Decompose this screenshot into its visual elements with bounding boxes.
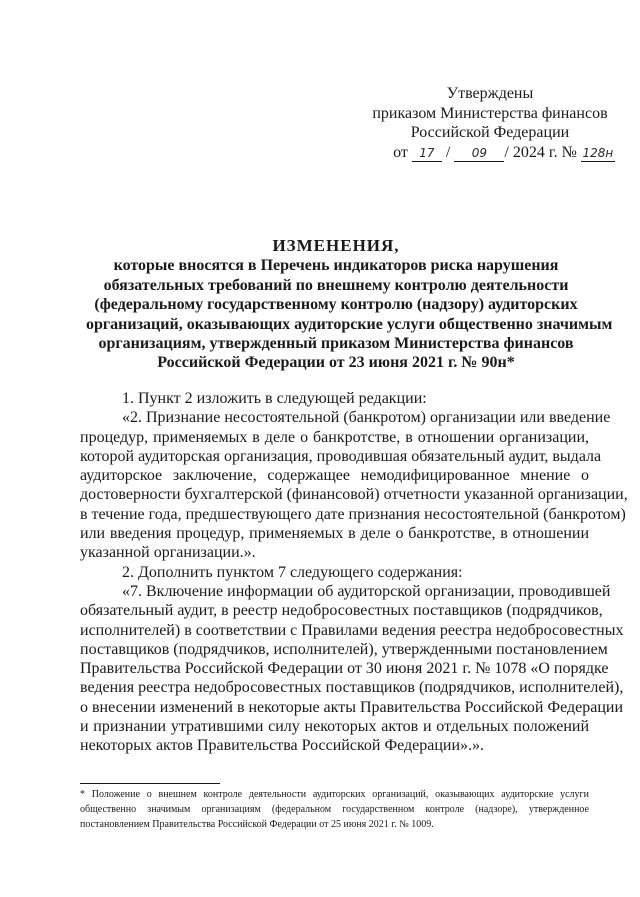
- item-2-text-line: в течение года, предшествующего дате признания несостоятельной (банкротом): [80, 505, 626, 523]
- date-separator-2: / 2024 г. №: [504, 143, 577, 161]
- item-7-text-line: некоторых актов Правительства Российской Федерации».».: [80, 737, 485, 755]
- title-line: (федеральному государственному контролю (надзору) аудиторских: [94, 296, 578, 314]
- approval-line-federation: Российской Федерации: [410, 124, 570, 141]
- title-line: обязательных требований по внешнему контролю деятельности: [103, 276, 569, 294]
- date-separator-1: /: [445, 143, 451, 161]
- item-7-text-line: и признании утратившими силу некоторых актов и отдельных положений: [80, 718, 589, 736]
- date-day: 17: [412, 146, 442, 162]
- item-7-text-line: исполнителей) в соответствии с Правилами ведения реестра недобросовестных: [80, 621, 624, 639]
- item-7-text-line: обязательный аудит, в реестр недобросовестных поставщиков (подрядчиков,: [80, 602, 603, 620]
- approval-stamp: [360, 84, 620, 162]
- document-title: [86, 236, 613, 373]
- item-2-text-line: аудиторское заключение, содержащее немодифицированное мнение о: [80, 467, 589, 485]
- item-7-text-line: «7. Включение информации об аудиторской организации, проводившей: [122, 582, 611, 600]
- approval-line-order: приказом Министерства финансов: [372, 104, 608, 122]
- item-2-text-line: процедур, применяемых в деле о банкротстве, в отношении организации,: [80, 428, 589, 446]
- approval-date-line: [360, 143, 620, 163]
- item-2-text-line: которой аудиторская организация, проводившая обязательный аудит, выдала: [80, 447, 602, 465]
- item-2-heading: 2. Дополнить пунктом 7 следующего содержания:: [122, 563, 463, 581]
- document-body: [80, 389, 628, 756]
- footnote-separator: [80, 783, 220, 784]
- item-7-text-line: Правительства Российской Федерации от 30 июня 2021 г. № 1078 «О порядке: [80, 660, 609, 678]
- approval-line-approved: Утверждены: [446, 85, 534, 102]
- item-2-text-line: «2. Признание несостоятельной (банкротом) организации или введение: [122, 409, 611, 427]
- title-heading: ИЗМЕНЕНИЯ,: [272, 236, 400, 255]
- date-prefix: от: [393, 143, 408, 161]
- title-line: организациям, утвержденный приказом Министерства финансов: [98, 335, 574, 353]
- title-line: которые вносятся в Перечень индикаторов риска нарушения: [113, 257, 559, 275]
- footnote-line: * Положение о внешнем контроле деятельности аудиторских организаций, оказывающих аудиторские услуги: [80, 789, 589, 800]
- title-line: организаций, оказывающих аудиторские услуги общественно значимым: [86, 315, 613, 333]
- item-2-text-line: или введения процедур, применяемых в деле о банкротстве, в отношении: [80, 525, 589, 543]
- date-month: 09: [454, 146, 504, 162]
- item-7-text-line: поставщиков (подрядчиков, исполнителей), утвержденными постановлением: [80, 640, 608, 658]
- item-7-text-line: о внесении изменений в некоторые акты Правительства Российской Федерации: [80, 698, 624, 716]
- item-1-heading: 1. Пункт 2 изложить в следующей редакции:: [122, 390, 427, 407]
- order-number: 128н: [582, 145, 614, 160]
- item-7-text-line: ведения реестра недобросовестных поставщиков (подрядчиков, исполнителей),: [80, 679, 624, 697]
- item-2-text-line: достоверности бухгалтерской (финансовой) отчетности указанной организации,: [80, 486, 628, 504]
- footnote: [80, 788, 589, 832]
- footnote-line: общественно значимым организациям (федеральном государственном контроле (надзоре), утвержденное: [80, 803, 589, 815]
- title-line: Российской Федерации от 23 июня 2021 г. № 90н*: [157, 354, 515, 372]
- item-2-text-line: указанной организации.».: [80, 544, 256, 562]
- footnote-line: постановлением Правительства Российской Федерации от 25 июня 2021 г. № 1009.: [80, 818, 434, 830]
